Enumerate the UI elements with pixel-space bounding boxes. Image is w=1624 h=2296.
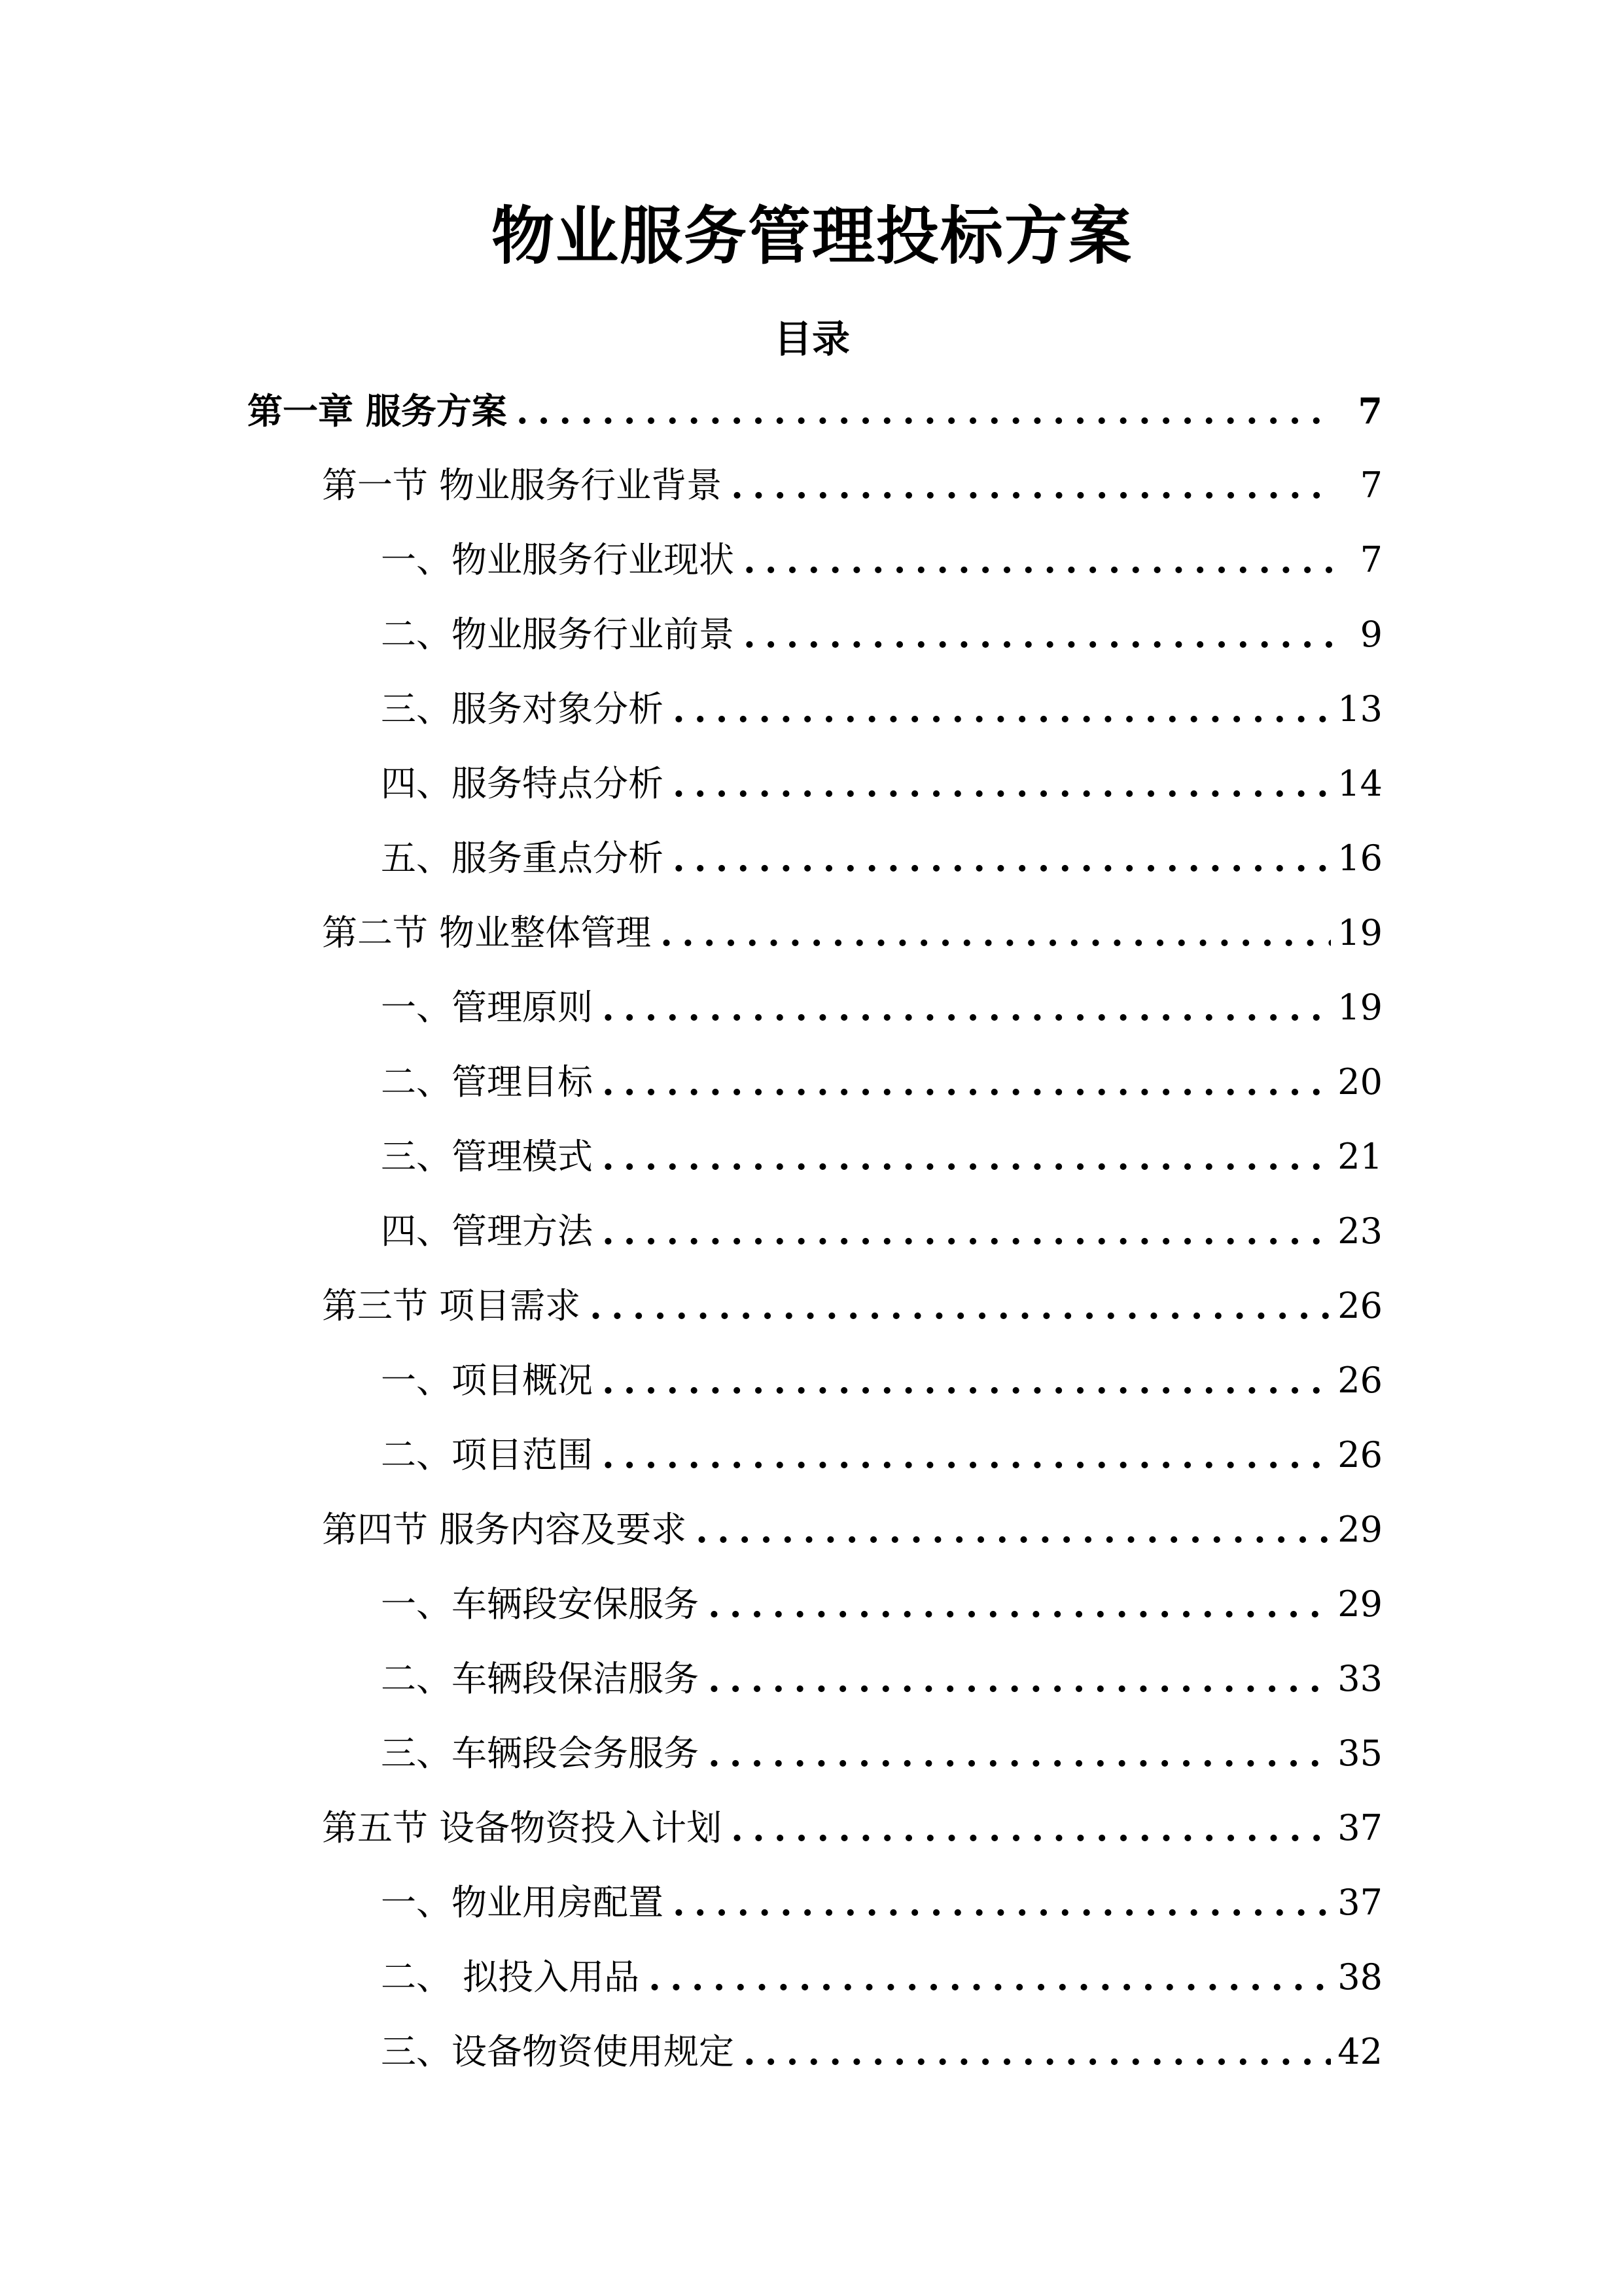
toc-entry-page-number: 13 bbox=[1337, 688, 1383, 730]
toc-entry-label: 二、物业服务行业前景 bbox=[381, 614, 734, 655]
toc-entry[interactable] bbox=[322, 459, 1383, 512]
toc-entry[interactable] bbox=[381, 1877, 1383, 1929]
toc-heading: 目录 bbox=[773, 317, 850, 361]
toc-entry-label: 一、项目概况 bbox=[381, 1360, 593, 1401]
toc-entry-label: 四、服务特点分析 bbox=[381, 763, 663, 804]
toc-entry-page-number: 19 bbox=[1337, 912, 1383, 953]
toc-entry-page-number: 38 bbox=[1337, 1956, 1383, 1998]
toc-dot-leader bbox=[660, 907, 1331, 959]
toc-dot-leader bbox=[696, 1504, 1331, 1556]
toc-entry-label: 一、管理原则 bbox=[381, 987, 593, 1028]
toc-entry-page-number: 14 bbox=[1337, 763, 1383, 804]
toc-entry-label: 第三节 项目需求 bbox=[322, 1285, 581, 1326]
toc-entry-page-number: 26 bbox=[1337, 1285, 1383, 1326]
toc-entry[interactable] bbox=[381, 1205, 1383, 1258]
toc-dot-leader bbox=[743, 534, 1334, 586]
toc-entry-label: 第四节 服务内容及要求 bbox=[322, 1509, 687, 1550]
toc-entry[interactable] bbox=[381, 1354, 1383, 1407]
toc-entry-page-number: 29 bbox=[1337, 1583, 1383, 1625]
toc-entry[interactable] bbox=[381, 534, 1383, 586]
toc-entry-label: 五、服务重点分析 bbox=[381, 838, 663, 879]
toc-entry-label: 二、项目范围 bbox=[381, 1434, 593, 1475]
toc-entry[interactable] bbox=[381, 832, 1383, 885]
toc-entry-page-number: 20 bbox=[1337, 1061, 1383, 1103]
toc-dot-leader bbox=[602, 1354, 1331, 1407]
toc-entry-page-number: 21 bbox=[1337, 1136, 1383, 1177]
toc-entry[interactable] bbox=[322, 907, 1383, 959]
toc-entry-page-number: 26 bbox=[1337, 1434, 1383, 1475]
toc-entry-page-number: 7 bbox=[1360, 539, 1383, 580]
toc-entry-page-number: 42 bbox=[1337, 2031, 1383, 2072]
toc-entry-page-number: 7 bbox=[1358, 390, 1383, 432]
toc-entry-page-number: 9 bbox=[1360, 614, 1383, 655]
toc-entry[interactable] bbox=[381, 1578, 1383, 1631]
toc-entry[interactable] bbox=[381, 1131, 1383, 1183]
toc-entry-label: 一、车辆段安保服务 bbox=[381, 1583, 699, 1625]
toc-dot-leader bbox=[673, 1877, 1331, 1929]
toc-dot-leader bbox=[602, 1131, 1331, 1183]
toc-dot-leader bbox=[516, 385, 1334, 437]
toc-dot-leader bbox=[602, 1056, 1331, 1108]
toc-entry-page-number: 35 bbox=[1337, 1733, 1383, 1774]
toc-entry[interactable] bbox=[381, 609, 1383, 661]
toc-entry[interactable] bbox=[381, 1653, 1383, 1705]
toc-entry[interactable] bbox=[381, 1429, 1383, 1481]
document-title: 物业服务管理投标方案 bbox=[491, 199, 1133, 273]
toc-entry-label: 第五节 设备物资投入计划 bbox=[322, 1807, 722, 1848]
toc-entry[interactable] bbox=[322, 1504, 1383, 1556]
toc-entry-page-number: 37 bbox=[1337, 1882, 1383, 1923]
toc-entry[interactable] bbox=[322, 1802, 1383, 1854]
toc-dot-leader bbox=[648, 1951, 1331, 2004]
toc-entry-label: 第一节 物业服务行业背景 bbox=[322, 465, 722, 506]
toc-entry-label: 第一章 服务方案 bbox=[247, 390, 507, 432]
toc-dot-leader bbox=[602, 1429, 1331, 1481]
toc-entry-page-number: 26 bbox=[1337, 1360, 1383, 1401]
toc-dot-leader bbox=[731, 459, 1334, 512]
toc-entry-page-number: 7 bbox=[1360, 465, 1383, 506]
toc-entry-page-number: 16 bbox=[1337, 838, 1383, 879]
toc-dot-leader bbox=[602, 1205, 1331, 1258]
toc-dot-leader bbox=[673, 832, 1331, 885]
toc-dot-leader bbox=[602, 981, 1331, 1034]
toc-entry-label: 二、 拟投入用品 bbox=[381, 1956, 640, 1998]
toc-entry[interactable] bbox=[381, 683, 1383, 735]
toc-entry[interactable] bbox=[381, 1951, 1383, 2004]
toc-entry-label: 四、管理方法 bbox=[381, 1210, 593, 1252]
toc-dot-leader bbox=[743, 2026, 1331, 2078]
toc-entry[interactable] bbox=[322, 1280, 1383, 1332]
toc-entry[interactable] bbox=[381, 758, 1383, 810]
toc-dot-leader bbox=[731, 1802, 1331, 1854]
toc-entry[interactable] bbox=[381, 981, 1383, 1034]
toc-entry-page-number: 23 bbox=[1337, 1210, 1383, 1252]
toc-entry-label: 第二节 物业整体管理 bbox=[322, 912, 652, 953]
toc-dot-leader bbox=[708, 1578, 1331, 1631]
toc-entry-page-number: 29 bbox=[1337, 1509, 1383, 1550]
toc-dot-leader bbox=[743, 609, 1334, 661]
toc-entry-page-number: 37 bbox=[1337, 1807, 1383, 1848]
toc-entry-label: 二、车辆段保洁服务 bbox=[381, 1658, 699, 1699]
toc-dot-leader bbox=[673, 683, 1331, 735]
toc-entry-label: 一、物业用房配置 bbox=[381, 1882, 663, 1923]
toc-dot-leader bbox=[708, 1727, 1331, 1780]
toc-dot-leader bbox=[708, 1653, 1331, 1705]
toc-entry[interactable] bbox=[381, 1056, 1383, 1108]
toc-entry[interactable] bbox=[381, 2026, 1383, 2078]
toc-entry-label: 三、车辆段会务服务 bbox=[381, 1733, 699, 1774]
toc-entry[interactable] bbox=[381, 1727, 1383, 1780]
toc-entry-page-number: 19 bbox=[1337, 987, 1383, 1028]
toc-entry-page-number: 33 bbox=[1337, 1658, 1383, 1699]
toc-entry-label: 三、设备物资使用规定 bbox=[381, 2031, 734, 2072]
toc-entry[interactable] bbox=[247, 385, 1383, 437]
toc-entry-label: 二、管理目标 bbox=[381, 1061, 593, 1103]
toc-dot-leader bbox=[673, 758, 1331, 810]
toc-entry-label: 一、物业服务行业现状 bbox=[381, 539, 734, 580]
toc-dot-leader bbox=[590, 1280, 1331, 1332]
toc-entry-label: 三、服务对象分析 bbox=[381, 688, 663, 730]
toc-entry-label: 三、管理模式 bbox=[381, 1136, 593, 1177]
